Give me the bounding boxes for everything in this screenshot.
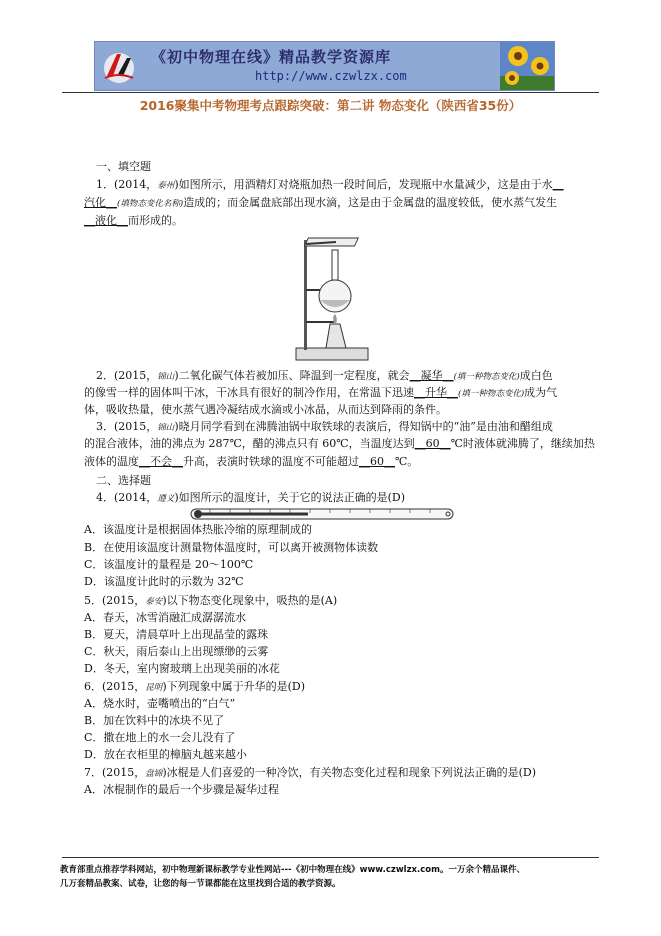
header-banner: [94, 41, 555, 91]
document-title: 2016聚集中考物理考点跟踪突破：第二讲 物态变化（陕西省35份）: [139, 98, 522, 113]
q2-text1: )二氧化碳气体若被加压、降温到一定程度，就会: [174, 369, 410, 382]
q6-option-b: B．加在饮料中的冰块不见了: [84, 714, 225, 727]
q6-source: 昆明: [145, 683, 163, 693]
q3-prefix: 3．(2015，: [96, 420, 158, 433]
section-multiple-choice: 二、选择题: [96, 474, 151, 487]
q1-blank-start: __: [552, 178, 564, 191]
q5-option-c: C．秋天，雨后泰山上出现缥缈的云雾: [84, 645, 269, 658]
q1-line2: [84, 196, 557, 211]
q5-option-b: B．夏天，清晨草叶上出现晶莹的露珠: [84, 628, 269, 641]
q5-text: )以下物态变化现象中，吸热的是(A): [162, 594, 338, 607]
q5-option-a: A．春天，冰雪消融汇成潺潺流水: [84, 611, 246, 624]
q5-option-d: D．冬天，室内窗玻璃上出现美丽的冰花: [84, 662, 280, 675]
q3-text2: 的混合液体，油的沸点为 287℃，醋的沸点只有 60℃，当温度达到: [84, 437, 415, 450]
q2-text2b: 成为气: [524, 386, 558, 399]
banner-url[interactable]: http://www.czwlzx.com: [255, 69, 407, 83]
q1-source: 泰州: [157, 181, 175, 191]
header-rule: [62, 92, 599, 93]
distillation-apparatus-figure: [290, 230, 380, 362]
q3-line2: [84, 437, 595, 450]
q3-answer1: __60__: [414, 437, 451, 450]
q2-text2: 的像雪一样的固体叫干冰，干冰具有很好的制冷作用，在常温下迅速: [84, 386, 414, 399]
q6-option-c: C．撒在地上的水一会儿没有了: [84, 731, 236, 744]
q3-answer3: __60__: [359, 455, 395, 468]
q1-text2: 造成的；而金属盘底部出现水滴，这是由于金属盘的温度较低，使水蒸气发生: [183, 196, 558, 209]
q3-text2b: ℃时液体就沸腾了，继续加热: [450, 437, 595, 450]
q3-text3c: ℃。: [395, 455, 419, 468]
q2-prefix: 2．(2015，: [96, 369, 158, 382]
q7-stem: [84, 766, 536, 781]
footer-rule: [62, 857, 599, 858]
q1-line3: [84, 214, 183, 227]
q6-option-a: A．烧水时，壶嘴喷出的“白气”: [84, 697, 236, 710]
q1-answer2: __液化__: [84, 214, 128, 227]
q4-option-c: C．该温度计的量程是 20～100℃: [84, 558, 254, 571]
q1-hint: (填物态变化名称): [117, 199, 184, 209]
q5-prefix: 5．(2015，: [84, 594, 146, 607]
footer-line1: 教育部重点推荐学科网站，初中物理新课标教学专业性网站---《初中物理在线》www.czwlzx.com。一万余个精品课件、: [60, 865, 525, 875]
q2-line3: 体，吸收热量，使水蒸气遇冷凝结成水滴或小冰晶，从而达到降雨的条件。: [84, 403, 447, 416]
q1-answer1: 汽化: [84, 196, 106, 209]
q1-blank-end: __: [106, 196, 117, 209]
q5-stem: [84, 594, 337, 609]
q2-text1b: 成白色: [519, 369, 553, 382]
q2-source: 锦山: [157, 372, 175, 382]
q7-prefix: 7．(2015，: [84, 766, 146, 779]
q3-line1: [96, 420, 553, 435]
q3-answer2: __不会__: [139, 455, 183, 468]
q1-text3: 而形成的。: [128, 214, 183, 227]
q6-option-d: D．放在衣柜里的樟脑丸越来越小: [84, 748, 247, 761]
q6-stem: [84, 680, 305, 695]
q7-source: 盘锦: [145, 769, 163, 779]
sunflower-icon: [500, 42, 554, 90]
q2-answer1: __凝华__: [409, 369, 454, 382]
q4-text: )如图所示的温度计，关于它的说法正确的是(D): [174, 491, 406, 504]
q2-answer2: __升华__: [414, 386, 458, 399]
site-logo-icon: [99, 46, 139, 86]
thermometer-figure: [190, 507, 460, 521]
q5-source: 泰安: [145, 597, 163, 607]
q4-option-a: A．该温度计是根据固体热胀冷缩的原理制成的: [84, 523, 312, 536]
q6-text: )下列现象中属于升华的是(D): [162, 680, 306, 693]
q2-line2: [84, 386, 557, 401]
q1-prefix: 1．(2014，: [96, 178, 158, 191]
q4-option-b: B．在使用该温度计测量物体温度时，可以离开被测物体读数: [84, 541, 379, 554]
q3-text3b: 升高，表演时铁球的温度不可能超过: [183, 455, 359, 468]
q2-line1: [96, 369, 553, 384]
q7-text: )冰棍是人们喜爱的一种冷饮，有关物态变化过程和现象下列说法正确的是(D): [162, 766, 537, 779]
q7-option-a: A．冰棍制作的最后一个步骤是凝华过程: [84, 783, 279, 796]
q4-source: 遵义: [157, 494, 175, 504]
q3-text3: 液体的温度: [84, 455, 139, 468]
q3-text1: )晓月同学看到在沸腾油锅中取铁球的表演后，得知锅中的“油”是由油和醋组成: [174, 420, 553, 433]
q6-prefix: 6．(2015，: [84, 680, 146, 693]
q2-hint2: (填一种物态变化): [458, 389, 525, 399]
banner-title: 《初中物理在线》精品教学资源库: [151, 48, 392, 66]
q1-line1: [96, 178, 564, 193]
q2-hint1: (填一种物态变化): [453, 372, 520, 382]
footer-line2: 几万套精品教案、试卷，让您的每一节课都能在这里找到合适的教学资源。: [60, 879, 341, 889]
q1-text: )如图所示，用酒精灯对烧瓶加热一段时间后，发现瓶中水量减少，这是由于水: [174, 178, 553, 191]
q4-prefix: 4．(2014，: [96, 491, 158, 504]
q4-option-d: D．该温度计此时的示数为 32℃: [84, 575, 244, 588]
q3-line3: [84, 455, 418, 468]
section-fill-blank: 一、填空题: [96, 160, 151, 173]
q3-source: 锦山: [157, 423, 175, 433]
q4-stem: [96, 491, 405, 506]
